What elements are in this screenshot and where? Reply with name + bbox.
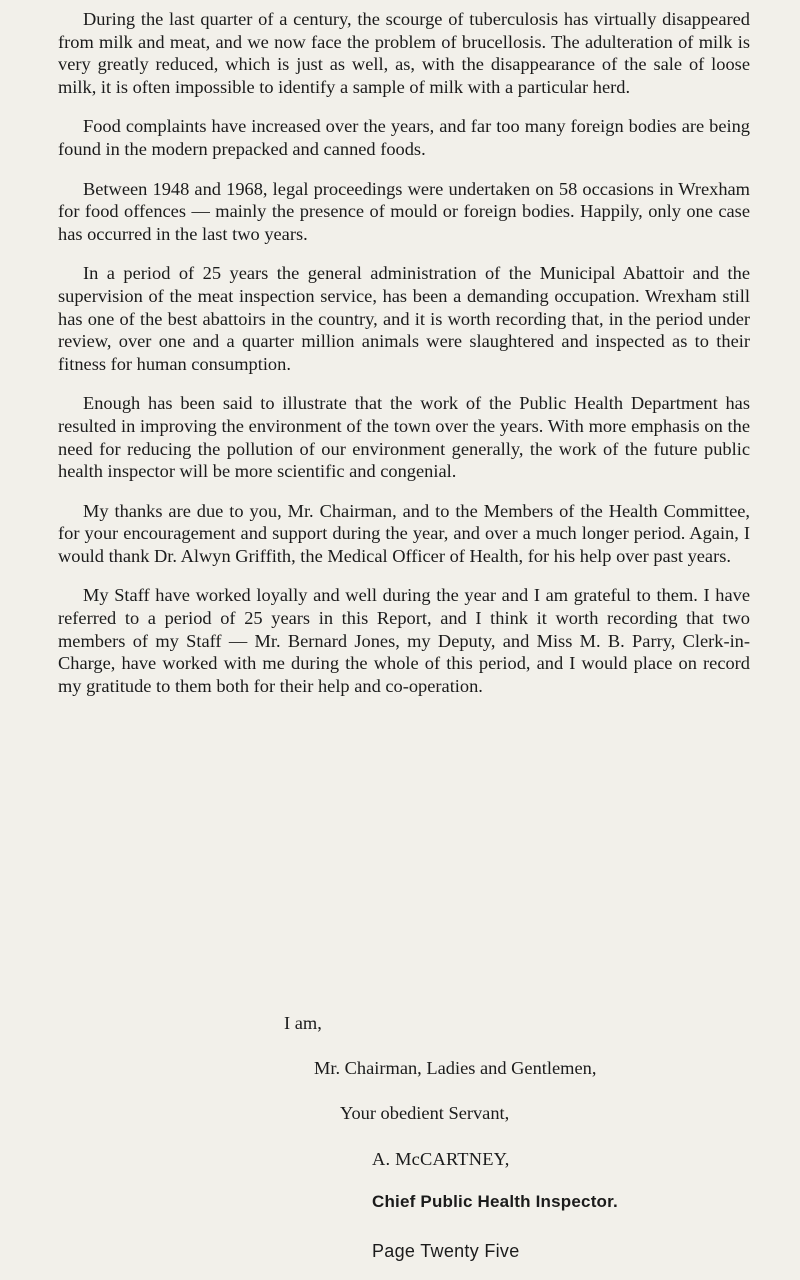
paragraph-thanks-staff: My Staff have worked loyally and well during the year and I am grateful to them. I have referred to a period of 25 years in this Report, and I think it worth recording that two members of my Staff — Mr. Bernard Jones, my Deputy, and Miss M. B. Parry, Clerk-in-Charge, have worked with me during the whole of this period, and I would place on record my gratitude to them both for their help and co-operation. [58,585,750,696]
paragraph-food-complaints: Food complaints have increased over the years, and far too many foreign bodies are being found in the modern prepacked and canned foods. [58,116,750,159]
paragraph-legal-proceedings: Between 1948 and 1968, legal proceedings were undertaken on 58 occasions in Wrexham for food offences — mainly the presence of mould or foreign bodies. Happily, only one case has occurred in the last two years. [58,178,750,244]
paragraph-thanks-committee: My thanks are due to you, Mr. Chairman, and to the Members of the Health Committee, for your encouragement and support during the year, and over a much longer period. Again, I would thank Dr. Alwyn Griffith, the Medical Officer of Health, for his help over past years. [58,500,750,566]
closing-valediction: Your obedient Servant, [340,1103,510,1123]
paragraph-public-health-work: Enough has been said to illustrate that the work of the Public Health Department has resulted in improving the environment of the town over the years. With more emphasis on the need for reducing the pollution of our environment generally, the work of the future public health inspector will be more scientific and congenial. [58,393,750,482]
paragraph-tuberculosis: During the last quarter of a century, the scourge of tuberculosis has virtually disappeared from milk and meat, and we now face the problem of brucellosis. The adulteration of milk is very greatly reduced, which is just as well, as, with the disappearance of the sale of loose milk, it is often impossible to identify a sample of milk with a particular herd. [58,9,750,97]
page-number: Page Twenty Five [372,1241,520,1261]
closing-salutation: Mr. Chairman, Ladies and Gentlemen, [314,1058,597,1078]
signatory-title: Chief Public Health Inspector. [372,1192,618,1211]
letter-body [58,8,750,714]
signatory-name: A. McCARTNEY, [372,1149,510,1169]
closing-i-am: I am, [284,1013,322,1033]
paragraph-abattoir: In a period of 25 years the general administration of the Municipal Abattoir and the supervision of the meat inspection service, has been a demanding occupation. Wrexham still has one of the best abattoirs in the country, and it is worth recording that, in the period under review, over one and a quarter million animals were slaughtered and inspected as to their fitness for human consumption. [58,263,750,374]
